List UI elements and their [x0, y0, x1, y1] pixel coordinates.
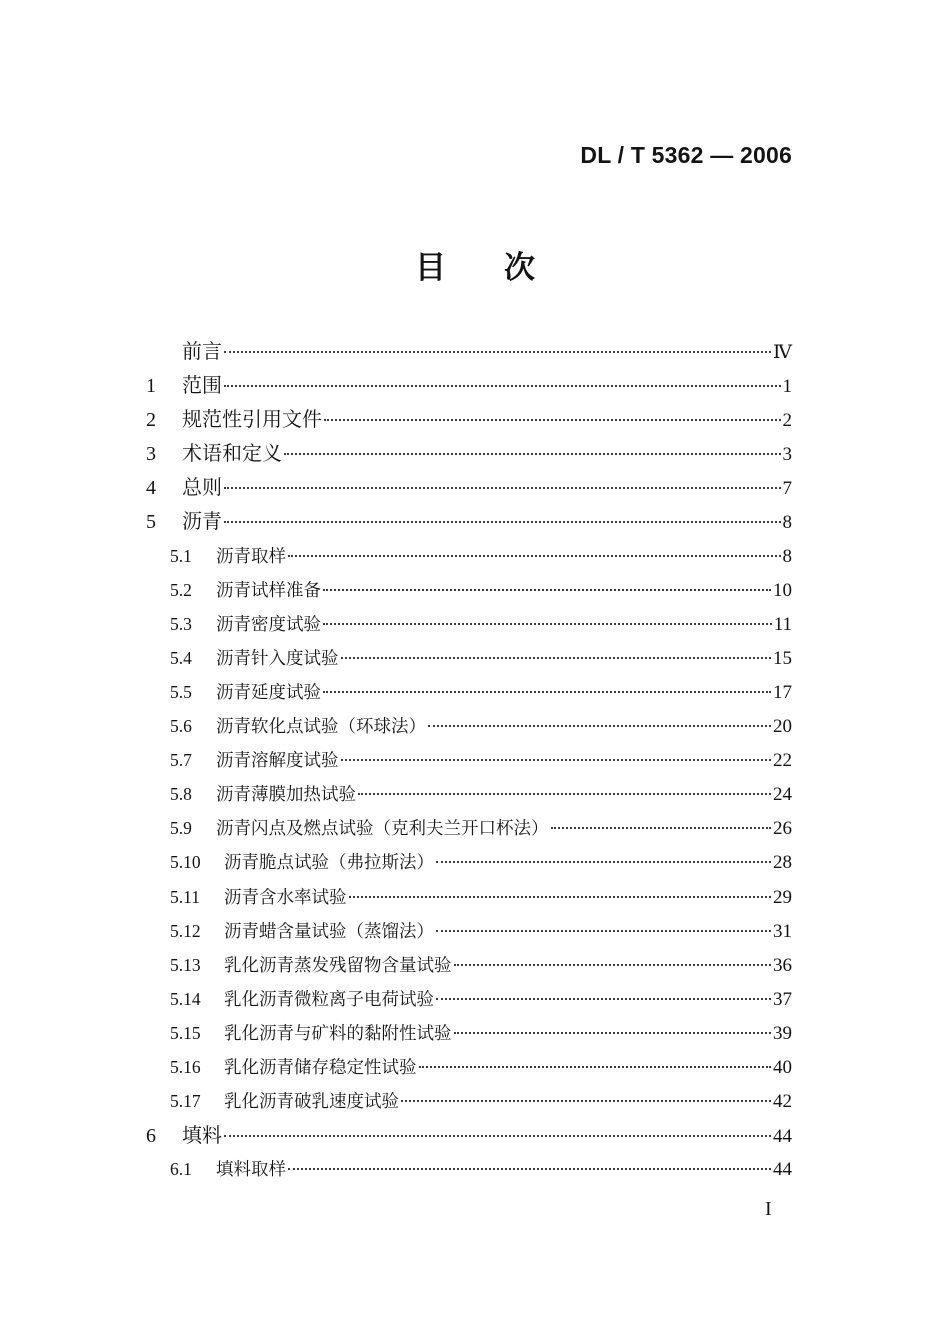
- toc-entry-page: 44: [773, 1126, 792, 1148]
- toc-entry-page: 8: [782, 512, 792, 534]
- toc-entry[interactable]: [146, 402, 792, 436]
- toc-entry[interactable]: [146, 743, 792, 777]
- dot-leader: [284, 453, 781, 455]
- toc-entry-number: 2: [146, 409, 156, 432]
- toc-entry-label: 沥青薄膜加热试验: [216, 785, 356, 806]
- toc-entry[interactable]: [146, 368, 792, 402]
- dot-leader: [551, 827, 772, 829]
- toc-entry[interactable]: [146, 982, 792, 1016]
- toc-entry-number: 5.2: [170, 579, 192, 600]
- dot-leader: [454, 1032, 772, 1034]
- toc-entry-label: 沥青延度试验: [216, 682, 321, 703]
- toc-entry-page: Ⅳ: [773, 342, 792, 363]
- toc-entry-label: 规范性引用文件: [182, 407, 322, 432]
- toc-entry-label: 沥青: [182, 509, 222, 534]
- toc-entry-number: 5.5: [170, 681, 192, 702]
- toc-entry[interactable]: [146, 436, 792, 470]
- dot-leader: [224, 1135, 771, 1137]
- toc-entry-number: 6.1: [170, 1159, 192, 1180]
- toc-entry[interactable]: [146, 334, 792, 368]
- toc-entry-page: 3: [782, 444, 792, 466]
- toc-entry[interactable]: [146, 470, 792, 504]
- dot-leader: [436, 998, 771, 1000]
- toc-entry-label: 总则: [182, 475, 222, 500]
- toc-entry[interactable]: [146, 675, 792, 709]
- dot-leader: [323, 691, 771, 693]
- toc-entry-number: 5.11: [170, 886, 200, 907]
- dot-leader: [401, 1100, 771, 1102]
- toc-entry-number: 5.14: [170, 988, 201, 1009]
- toc-entry[interactable]: [146, 948, 792, 982]
- toc-entry[interactable]: [146, 709, 792, 743]
- toc-entry-page: 1: [782, 376, 792, 398]
- toc-entry[interactable]: [146, 1118, 792, 1152]
- dot-leader: [341, 759, 772, 761]
- toc-entry-label: 前言: [182, 339, 222, 363]
- toc-entry-page: 10: [773, 579, 792, 601]
- toc-entry[interactable]: [146, 1050, 792, 1084]
- toc-entry-page: 44: [773, 1159, 792, 1181]
- toc-entry[interactable]: [146, 845, 792, 879]
- toc-entry-page: 36: [773, 954, 792, 976]
- dot-leader: [224, 351, 771, 353]
- toc-entry-label: 乳化沥青微粒离子电荷试验: [224, 989, 434, 1010]
- toc-entry-page: 31: [773, 920, 792, 942]
- toc-title: 目次: [415, 250, 593, 286]
- toc-entry-page: 17: [773, 681, 792, 703]
- toc-entry[interactable]: [146, 1016, 792, 1050]
- toc-entry-number: 5.9: [170, 818, 192, 839]
- dot-leader: [224, 385, 781, 387]
- toc-entry-label: 沥青试样准备: [216, 580, 321, 601]
- standard-code: DL / T 5362 — 2006: [580, 142, 792, 168]
- toc-entry-number: 5.10: [170, 852, 201, 873]
- toc-entry-page: 11: [773, 613, 792, 635]
- toc-entry-label: 乳化沥青破乳速度试验: [224, 1092, 399, 1113]
- toc-entry-page: 7: [782, 478, 792, 500]
- toc-entry-label: 乳化沥青储存稳定性试验: [224, 1057, 417, 1078]
- toc-entry[interactable]: [146, 914, 792, 948]
- toc-entry[interactable]: [146, 573, 792, 607]
- toc-entry-label: 范围: [182, 373, 222, 398]
- toc-entry-page: 29: [773, 886, 792, 908]
- toc-entry-label: 沥青闪点及燃点试验（克利夫兰开口杯法）: [216, 819, 549, 840]
- toc-entry-number: 5.13: [170, 954, 201, 975]
- toc-entry-number: 5.4: [170, 647, 192, 668]
- dot-leader: [349, 896, 772, 898]
- toc-entry-number: 5.3: [170, 613, 192, 634]
- toc-entry-number: 5.1: [170, 545, 192, 566]
- toc-entry[interactable]: [146, 1152, 792, 1186]
- toc-entry-page: 2: [782, 410, 792, 432]
- dot-leader: [324, 419, 781, 421]
- dot-leader: [323, 623, 772, 625]
- toc-entry-number: 5.6: [170, 716, 192, 737]
- toc-entry[interactable]: [146, 880, 792, 914]
- dot-leader: [323, 589, 771, 591]
- dot-leader: [224, 521, 781, 523]
- toc-entry-page: 8: [782, 545, 792, 567]
- toc-entry-page: 20: [773, 716, 792, 738]
- dot-leader: [428, 725, 771, 727]
- toc-entry-number: 5.15: [170, 1022, 201, 1043]
- toc-entry-page: 39: [773, 1022, 792, 1044]
- toc-entry-number: 5: [146, 511, 156, 534]
- dot-leader: [288, 1168, 771, 1170]
- toc-entry-page: 28: [773, 852, 792, 874]
- toc-entry-label: 沥青蜡含量试验（蒸馏法）: [224, 921, 434, 942]
- toc-entry-page: 40: [773, 1056, 792, 1078]
- toc-entry[interactable]: [146, 1084, 792, 1118]
- dot-leader: [288, 555, 781, 557]
- toc-entry-label: 沥青针入度试验: [216, 648, 339, 669]
- table-of-contents: [146, 334, 792, 1186]
- toc-entry-page: 15: [773, 647, 792, 669]
- toc-entry-label: 沥青密度试验: [216, 614, 321, 635]
- toc-entry-label: 填料取样: [216, 1160, 286, 1181]
- toc-entry[interactable]: [146, 777, 792, 811]
- toc-entry-page: 22: [773, 750, 792, 772]
- page-number: I: [765, 1198, 772, 1220]
- toc-entry-number: 1: [146, 375, 156, 398]
- dot-leader: [436, 861, 771, 863]
- toc-entry-label: 沥青溶解度试验: [216, 751, 339, 772]
- toc-entry-label: 沥青脆点试验（弗拉斯法）: [224, 853, 434, 874]
- toc-entry-label: 沥青软化点试验（环球法）: [216, 717, 426, 738]
- toc-entry-page: 42: [773, 1091, 792, 1113]
- toc-entry-number: 4: [146, 477, 156, 500]
- toc-entry[interactable]: [146, 504, 792, 538]
- dot-leader: [419, 1066, 772, 1068]
- toc-entry-label: 沥青取样: [216, 546, 286, 567]
- toc-entry-number: 5.8: [170, 784, 192, 805]
- toc-entry[interactable]: [146, 607, 792, 641]
- toc-entry-label: 填料: [182, 1123, 222, 1148]
- toc-entry[interactable]: [146, 811, 792, 845]
- toc-entry-page: 37: [773, 988, 792, 1010]
- dot-leader: [341, 657, 772, 659]
- toc-entry-number: 3: [146, 443, 156, 466]
- toc-entry-number: 5.12: [170, 920, 201, 941]
- dot-leader: [358, 793, 771, 795]
- toc-entry-number: 5.7: [170, 750, 192, 771]
- dot-leader: [454, 964, 772, 966]
- dot-leader: [436, 930, 771, 932]
- toc-entry-label: 术语和定义: [182, 441, 282, 466]
- toc-entry[interactable]: [146, 641, 792, 675]
- toc-entry-label: 沥青含水率试验: [224, 887, 347, 908]
- dot-leader: [224, 487, 781, 489]
- toc-entry-number: 5.16: [170, 1056, 201, 1077]
- toc-entry-label: 乳化沥青与矿料的黏附性试验: [224, 1023, 452, 1044]
- toc-entry-label: 乳化沥青蒸发残留物含量试验: [224, 955, 452, 976]
- toc-entry-page: 26: [773, 818, 792, 840]
- toc-entry-number: 5.17: [170, 1091, 201, 1112]
- toc-entry[interactable]: [146, 539, 792, 573]
- toc-entry-number: 6: [146, 1125, 156, 1148]
- toc-entry-page: 24: [773, 784, 792, 806]
